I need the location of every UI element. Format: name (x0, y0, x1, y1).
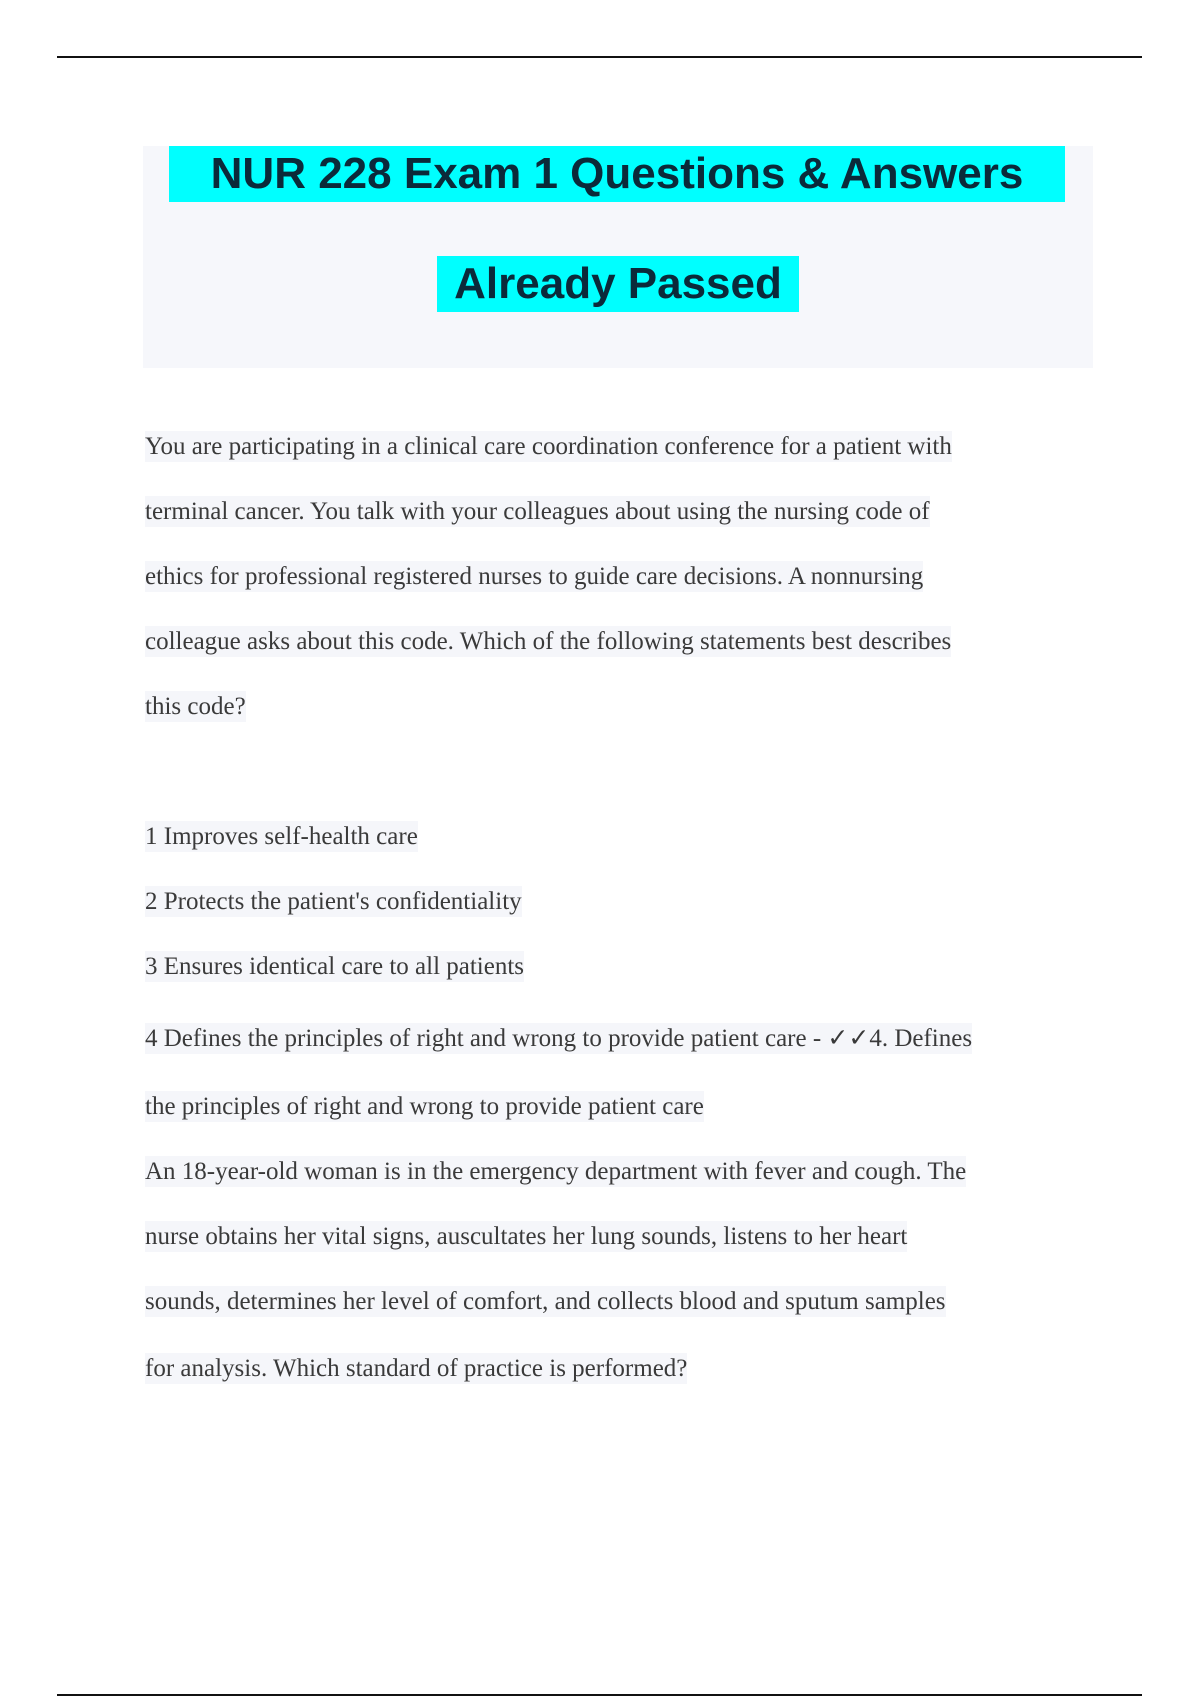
question-2-line-2: nurse obtains her vital signs, auscultates her lung sounds, listens to her heart (145, 1223, 908, 1250)
question-2-line-4: for analysis. Which standard of practice is performed? (145, 1355, 688, 1382)
title-line-2: Already Passed (437, 256, 799, 312)
question-2-line-3: sounds, determines her level of comfort, and collects blood and sputum samples (145, 1288, 946, 1315)
answer-continuation: the principles of right and wrong to provide patient care (145, 1093, 704, 1120)
question-1-line-3: ethics for professional registered nurses to guide care decisions. A nonnursing (145, 563, 924, 590)
option-3: 3 Ensures identical care to all patients (145, 953, 525, 980)
option-4-with-answer: 4 Defines the principles of right and wrong to provide patient care - ✓✓4. Defines (145, 1025, 973, 1052)
option-2: 2 Protects the patient's confidentiality (145, 888, 522, 915)
title-block (143, 146, 1093, 368)
question-1-line-5: this code? (145, 693, 246, 720)
title-line-1: NUR 228 Exam 1 Questions & Answers (169, 146, 1065, 202)
option-1: 1 Improves self-health care (145, 823, 418, 850)
question-1-line-2: terminal cancer. You talk with your colleagues about using the nursing code of (145, 498, 930, 525)
bottom-rule (57, 1694, 1142, 1696)
question-2-line-1: An 18-year-old woman is in the emergency department with fever and cough. The (145, 1158, 967, 1185)
question-1-line-1: You are participating in a clinical care coordination conference for a patient with (145, 433, 952, 460)
question-1-line-4: colleague asks about this code. Which of the following statements best describes (145, 628, 952, 655)
top-rule (57, 56, 1142, 58)
